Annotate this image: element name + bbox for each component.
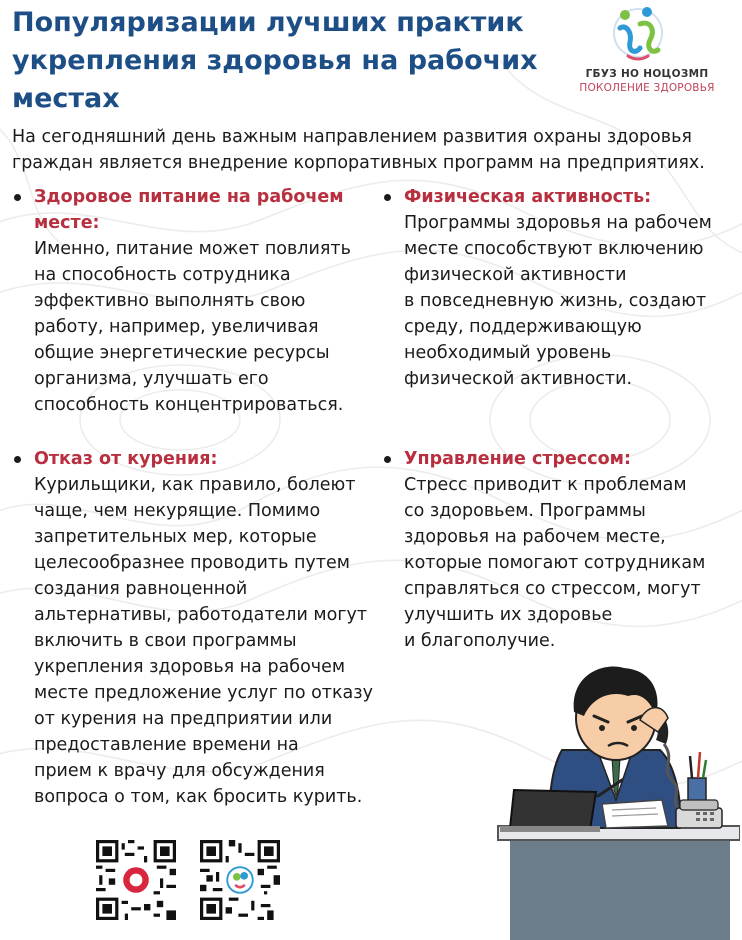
- bullet-dot: [14, 456, 21, 463]
- section-nutrition: [14, 184, 389, 418]
- section-heading: Отказ от курения:: [34, 449, 218, 469]
- section-stress-management: [384, 446, 742, 654]
- section-text: Курильщики, как правило, болеют чаще, чем некурящие. Помимо запретительных мер, которые целесообразнее проводить путем создания равноценной альтернативы, работодатели могут включить в свои программы укрепления здоровья на рабочем месте предложение услуг по отказу от курения на предприятии или предоставление времени на прием к врачу для обсуждения вопроса о том, как бросить курить.: [34, 475, 373, 807]
- section-physical-activity: [384, 184, 742, 392]
- section-heading: Физическая активность:: [404, 187, 652, 207]
- logo-icon: [610, 2, 666, 64]
- logo-tagline: ПОКОЛЕНИЕ ЗДОРОВЬЯ: [579, 82, 715, 94]
- section-text: Стресс приводит к проблемам со здоровьем. Программы здоровья на рабочем месте, которые помогают сотрудникам справляться со стрессом, могут улучшить их здоровье и благополучие.: [404, 475, 706, 651]
- office-worker-illustration: [490, 640, 740, 940]
- section-heading: Здоровое питание на рабочем месте:: [34, 187, 344, 233]
- qr-code-icon[interactable]: [200, 840, 280, 920]
- section-text: Программы здоровья на рабочем месте способствуют включению физической активности в повседневную жизнь, создают среду, поддерживающую необходимый уровень физической активности.: [404, 213, 712, 389]
- organization-logo: [562, 2, 732, 98]
- bullet-dot: [384, 194, 391, 201]
- logo-org-name: ГБУЗ НО НОЦОЗМП: [585, 68, 709, 80]
- section-quit-smoking: [14, 446, 394, 810]
- section-heading: Управление стрессом:: [404, 449, 631, 469]
- intro-paragraph: На сегодняшний день важным направлением развития охраны здоровья граждан является внедрение корпоративных программ на предприятиях.: [12, 127, 705, 173]
- section-text: Именно, питание может повлиять на способность сотрудника эффективно выполнять свою работу, например, увеличивая общие энергетические ресурсы организма, улучшать его способность концентрироваться.: [34, 239, 351, 415]
- qr-code-icon[interactable]: [96, 840, 176, 920]
- bullet-dot: [14, 194, 21, 201]
- page-title: Популяризации лучших практик укрепления здоровья на рабочих местах: [12, 7, 538, 114]
- bullet-dot: [384, 456, 391, 463]
